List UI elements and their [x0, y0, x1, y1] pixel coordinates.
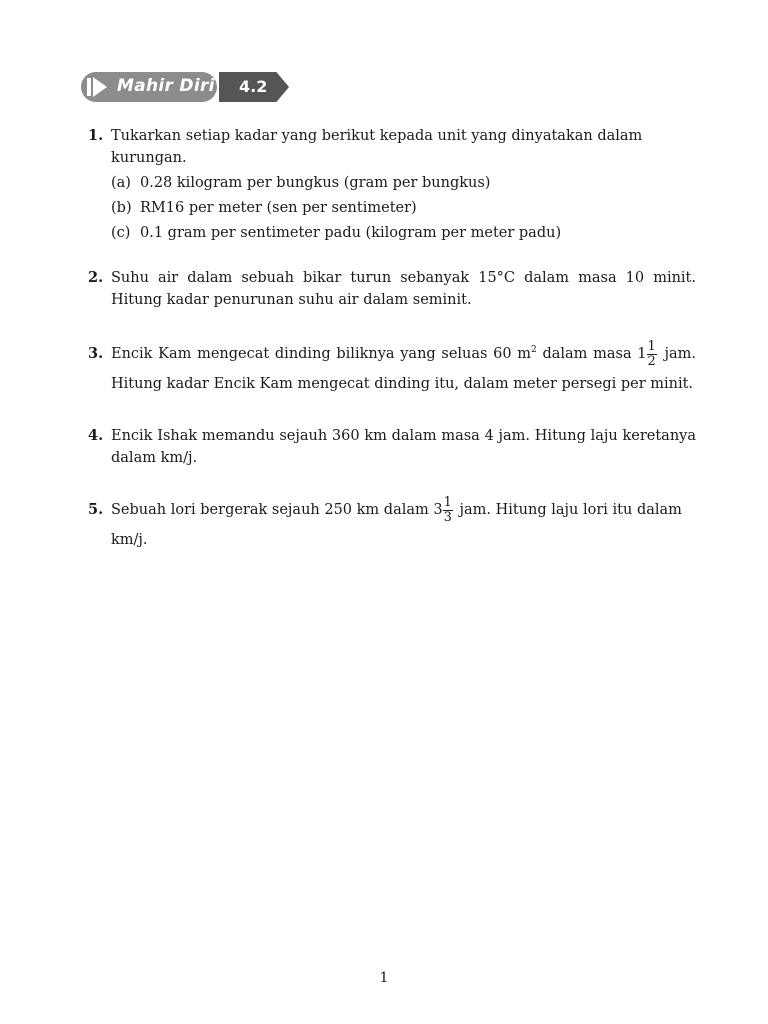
- sub-question-text: 0.1 gram per sentimeter padu (kilogram per meter padu): [140, 225, 562, 241]
- sub-question-text: 0.28 kilogram per bungkus (gram per bungkus): [140, 175, 491, 191]
- question-text: [111, 495, 696, 555]
- question-text: [111, 339, 696, 399]
- question-1: [88, 125, 696, 244]
- question-text: Encik Ishak memandu sejauh 360 km dalam masa 4 jam. Hitung laju keretanya dalam km/j.: [111, 428, 696, 466]
- question-4: [88, 425, 696, 469]
- page-number: 1: [379, 970, 389, 986]
- sub-question-a: [111, 172, 696, 194]
- question-text: Tukarkan setiap kadar yang berikut kepada unit yang dinyatakan dalam kurungan.: [111, 128, 643, 166]
- banner-title: Mahir Diri: [117, 76, 215, 96]
- fraction-numerator: 1: [443, 494, 452, 510]
- question-text-part: Encik Kam mengecat dinding biliknya yang seluas 60 m: [111, 346, 532, 362]
- sub-question-c: [111, 222, 696, 244]
- play-icon: [87, 77, 109, 97]
- question-number: 3.: [88, 345, 104, 362]
- question-list: [88, 125, 696, 555]
- question-text-part: dalam masa 1: [536, 346, 647, 362]
- fraction: [443, 496, 453, 525]
- question-2: [88, 267, 696, 311]
- question-number: 1.: [88, 127, 104, 144]
- question-3: [88, 339, 696, 399]
- question-5: [88, 495, 696, 555]
- section-number: 4.2: [239, 77, 268, 96]
- superscript-exponent: 2: [531, 345, 537, 356]
- question-number: 4.: [88, 427, 104, 444]
- question-text-part: jam. Hitung laju lori itu dalam km/j.: [111, 502, 682, 548]
- fraction: [647, 340, 657, 369]
- question-text-part: jam. Hitung kadar Encik Kam mengecat dinding itu, dalam meter persegi per minit.: [111, 346, 697, 392]
- question-text-part: Sebuah lori bergerak sejauh 250 km dalam 3: [111, 502, 443, 518]
- question-number: 5.: [88, 501, 104, 518]
- section-banner: [81, 72, 291, 102]
- sub-question-b: [111, 197, 696, 219]
- banner-pill: [81, 72, 217, 102]
- question-text: Suhu air dalam sebuah bikar turun sebanyak 15°C dalam masa 10 minit. Hitung kadar penurunan suhu air dalam seminit.: [111, 270, 696, 308]
- question-number: 2.: [88, 269, 104, 286]
- sub-question-label: (c): [111, 225, 131, 241]
- fraction-numerator: 1: [647, 338, 656, 354]
- fraction-denominator: 2: [647, 353, 656, 369]
- fraction-denominator: 3: [443, 509, 452, 525]
- sub-question-label: (a): [111, 175, 131, 191]
- sub-question-text: RM16 per meter (sen per sentimeter): [140, 200, 417, 216]
- sub-question-label: (b): [111, 200, 132, 216]
